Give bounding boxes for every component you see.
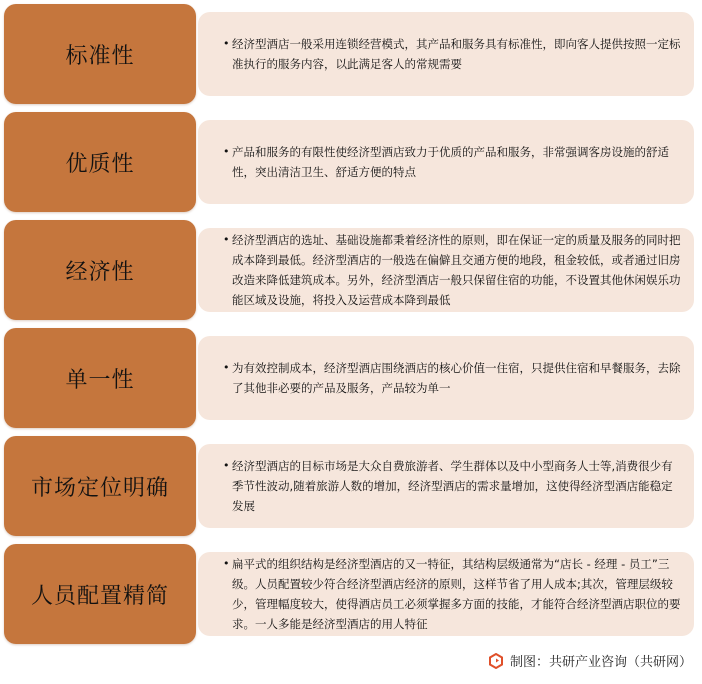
bullet-icon: •: [223, 557, 230, 570]
feature-description-box: [198, 444, 694, 528]
feature-description-box: [198, 228, 694, 312]
feature-description-box: [198, 336, 694, 420]
feature-description: [223, 554, 682, 634]
feature-description-box: [198, 552, 694, 636]
feature-label-box: [4, 112, 196, 212]
feature-row-staffing: [4, 544, 694, 644]
feature-label: 优质性: [65, 151, 135, 177]
source-footer: [488, 651, 692, 670]
feature-label: 单一性: [65, 367, 135, 393]
feature-description-text: 为有效控制成本，经济型酒店围绕酒店的核心价值一住宿，只提供住宿和早餐服务，去除了其他非必要的产品及服务，产品较为单一: [232, 361, 681, 395]
feature-label-box: [4, 544, 196, 644]
feature-label-box: [4, 4, 196, 104]
feature-description-text: 经济型酒店一般采用连锁经营模式，其产品和服务具有标准性，即向客人提供按照一定标准执行的服务内容，以此满足客人的常规需要: [232, 37, 681, 71]
feature-description-text: 产品和服务的有限性使经济型酒店致力于优质的产品和服务，非常强调客房设施的舒适性，突出清洁卫生、舒适方便的特点: [232, 145, 669, 179]
feature-description: [223, 230, 682, 310]
feature-row-market-positioning: [4, 436, 694, 536]
feature-row-quality: [4, 112, 694, 212]
feature-description-box: [198, 120, 694, 204]
feature-description-text: 扁平式的组织结构是经济型酒店的又一特征，其结构层级通常为“店长 - 经理 - 员工”三级。人员配置较少符合经济型酒店经济的原则，这样节省了用人成本;其次，管理层级较少，管理幅度较大，使得酒店员工必须掌握多方面的技能，才能符合经济型酒店职位的要求。一人多能是经济型酒店的用人特征: [232, 557, 681, 631]
bullet-icon: •: [223, 233, 230, 246]
feature-label: 标准性: [65, 43, 135, 69]
source-text: 制图：共研产业咨询（共研网）: [509, 655, 692, 670]
bullet-icon: •: [223, 361, 230, 374]
feature-description-box: [198, 12, 694, 96]
feature-description: [223, 456, 682, 516]
feature-description-text: 经济型酒店的选址、基础设施都秉着经济性的原则，即在保证一定的质量及服务的同时把成本降到最低。经济型酒店的一般选在偏僻且交通方便的地段，租金较低，或者通过旧房改造来降低建筑成本。另外，经济型酒店一般只保留住宿的功能，不设置其他休闲娱乐功能区域及设施，将投入及运营成本降到最低: [232, 233, 681, 307]
bullet-icon: •: [223, 145, 230, 158]
bullet-icon: •: [223, 459, 230, 472]
feature-label-box: [4, 436, 196, 536]
feature-label: 市场定位明确: [30, 475, 169, 501]
feature-label-box: [4, 220, 196, 320]
feature-label-box: [4, 328, 196, 428]
feature-description: [223, 358, 682, 398]
feature-description: [223, 142, 682, 182]
feature-row-standard: [4, 4, 694, 104]
feature-row-simplicity: [4, 328, 694, 428]
feature-description: [223, 34, 682, 74]
feature-row-economy: [4, 220, 694, 320]
bullet-icon: •: [223, 37, 230, 50]
brand-logo-icon: [488, 653, 504, 669]
feature-label: 人员配置精简: [30, 583, 169, 609]
feature-label: 经济性: [65, 259, 135, 285]
feature-description-text: 经济型酒店的目标市场是大众自费旅游者、学生群体以及中小型商务人士等,消费很少有季节性波动,随着旅游人数的增加，经济型酒店的需求量增加，这使得经济型酒店能稳定发展: [232, 459, 673, 513]
